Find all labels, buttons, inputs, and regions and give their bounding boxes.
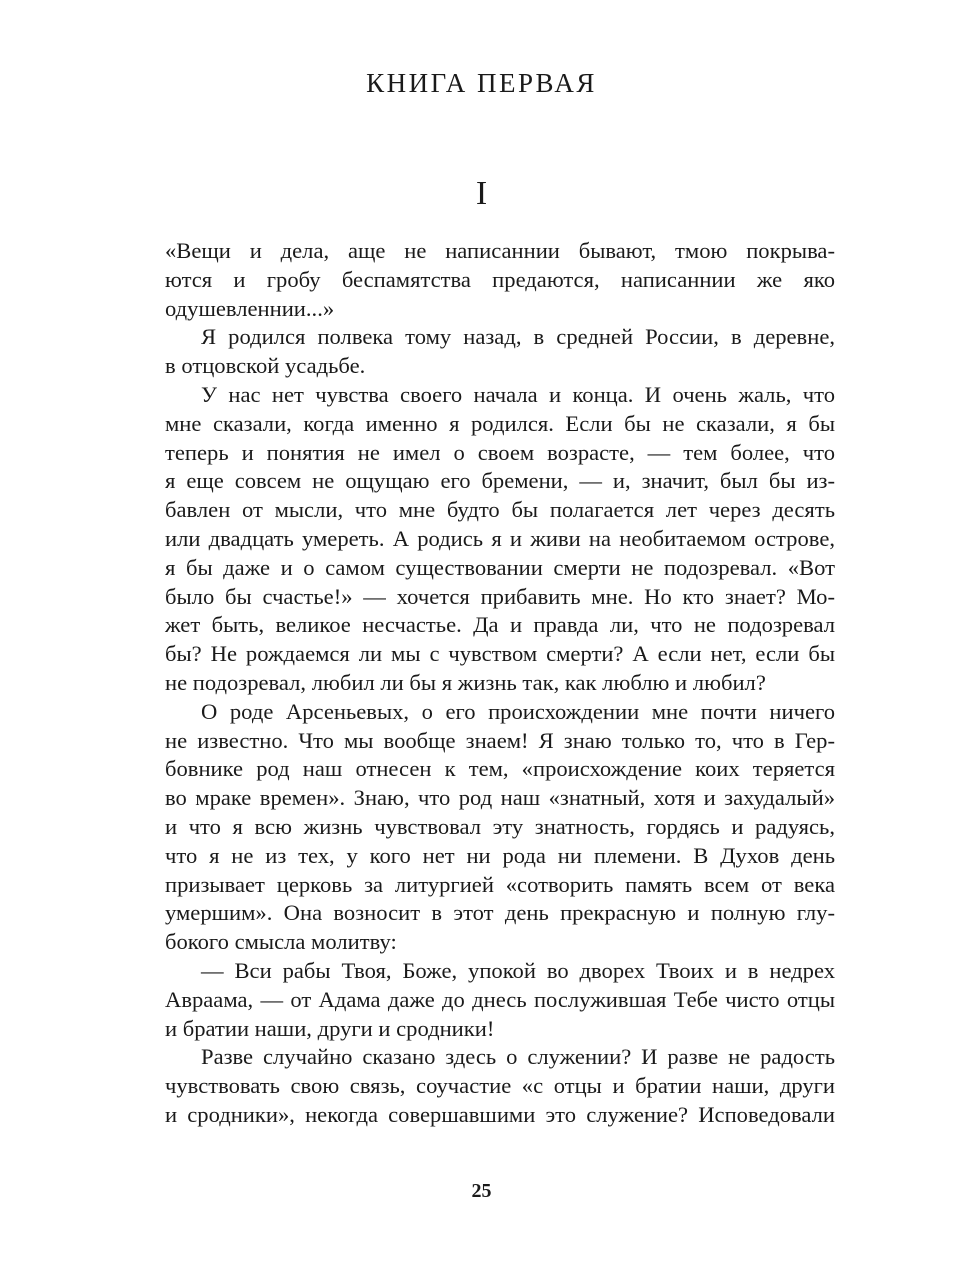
text-line: во мраке времен». Знаю, что род наш «знатный, хотя и захудалый» xyxy=(165,785,835,811)
text-line: и что я всю жизнь чувствовал эту знатность, гордясь и радуясь, xyxy=(165,813,835,839)
text-line: я еще совсем не ощущаю его бремени, — и, значит, был бы из- xyxy=(165,468,835,494)
text-line: чувствовать свою связь, соучастие «с отцы и братии наши, други xyxy=(165,1073,835,1099)
text-line: О роде Арсеньевых, о его происхождении мне почти ничего xyxy=(201,698,835,724)
page-number: 25 xyxy=(471,1180,492,1202)
text-line: я бы даже и о самом существовании смерти не подозревал. «Вот xyxy=(165,554,835,580)
text-line: или двадцать умереть. А родись я и живи на необитаемом острове, xyxy=(165,525,835,551)
book-title: КНИГА ПЕРВАЯ xyxy=(366,68,597,98)
text-line: и братии наши, други и сродники! xyxy=(165,1015,495,1041)
text-line: Я родился полвека тому назад, в средней России, в деревне, xyxy=(201,324,835,350)
body-text xyxy=(165,237,835,1130)
text-line: не подозревал, любил ли бы я жизнь так, как люблю и любил? xyxy=(165,669,766,695)
text-line: мне сказали, когда именно я родился. Если бы не сказали, я бы xyxy=(165,410,835,436)
text-line: бы? Не рождаемся ли мы с чувством смерти? А если нет, если бы xyxy=(165,641,835,667)
text-line: жет быть, великое несчастье. Да и правда ли, что не подозревал xyxy=(165,612,835,638)
chapter-number: I xyxy=(475,175,488,212)
text-line: что я не из тех, у кого нет ни рода ни племени. В Духов день xyxy=(165,842,835,868)
text-line: ются и гробу беспамятства предаются, написаннии же яко xyxy=(165,266,835,292)
text-line: У нас нет чувства своего начала и конца. И очень жаль, что xyxy=(201,381,835,407)
text-line: в отцовской усадьбе. xyxy=(165,353,366,379)
text-line: было бы счастье!» — хочется прибавить мне. Но кто знает? Мо- xyxy=(165,583,835,609)
text-line: бокого смысла молитву: xyxy=(165,929,397,955)
text-line: не известно. Что мы вообще знаем! Я знаю только то, что в Гер- xyxy=(165,727,835,753)
text-line: теперь и понятия не имел о своем возрасте, — тем более, что xyxy=(165,439,835,465)
text-line: бавлен от мысли, что мне будто бы полагается лет через десять xyxy=(165,497,835,523)
text-line: одушевленнии...» xyxy=(165,295,335,321)
text-line: Разве случайно сказано здесь о служении? И разве не радость xyxy=(201,1044,835,1070)
text-line: бовнике род наш отнесен к тем, «происхождение коих теряется xyxy=(165,756,835,782)
text-line: и сродники», некогда совершавшими это служение? Исповедовали xyxy=(165,1101,835,1127)
text-line: «Вещи и дела, аще не написаннии бывают, тмою покрыва- xyxy=(165,238,835,263)
text-line: умершим». Она возносит в этот день прекрасную и полную глу- xyxy=(165,900,835,926)
text-line: — Вси рабы Твоя, Боже, упокой во дворех Твоих и в недрех xyxy=(201,957,835,983)
text-line: призывает церковь за литургией «сотворить память всем от века xyxy=(165,871,835,897)
text-line: Авраама, — от Адама даже до днесь послужившая Тебе чисто отцы xyxy=(165,986,835,1012)
